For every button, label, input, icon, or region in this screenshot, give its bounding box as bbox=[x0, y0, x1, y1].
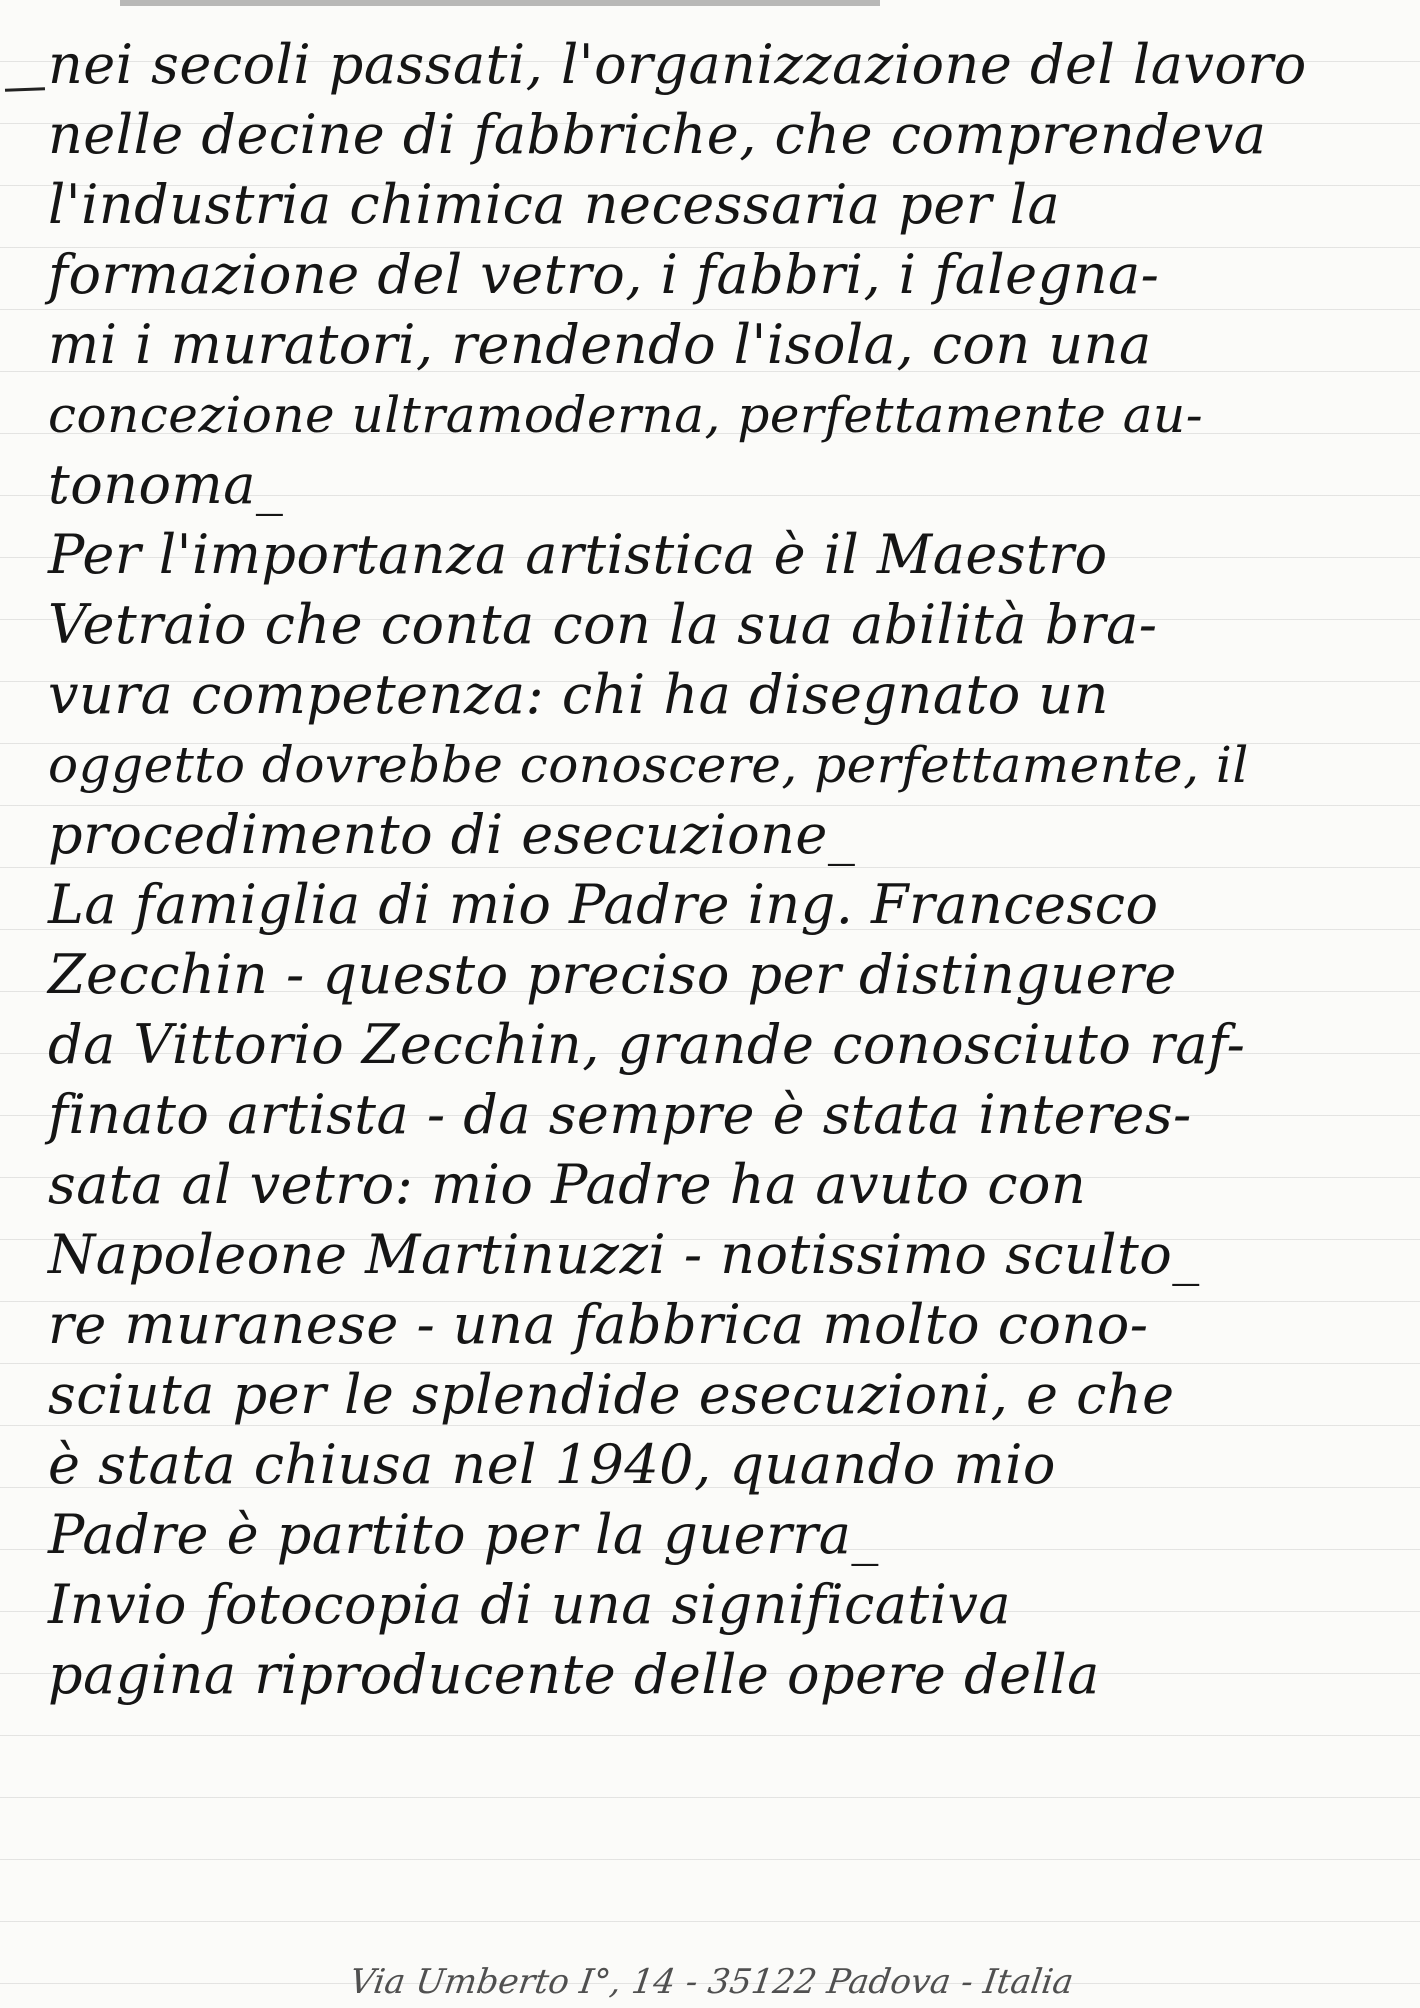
text-line: Invio fotocopia di una significativa bbox=[48, 1573, 1012, 1636]
text-line: La famiglia di mio Padre ing. Francesco bbox=[48, 873, 1159, 936]
text-line: Padre è partito per la guerra_ bbox=[48, 1503, 879, 1566]
text-line: Vetraio che conta con la sua abilità bra- bbox=[48, 593, 1158, 656]
text-line: l'industria chimica necessaria per la bbox=[48, 173, 1061, 236]
text-line: sata al vetro: mio Padre ha avuto con bbox=[48, 1153, 1087, 1216]
text-line: re muranese - una fabbrica molto cono- bbox=[48, 1293, 1149, 1356]
margin-dash-mark bbox=[5, 87, 45, 91]
text-line: sciuta per le splendide esecuzioni, e che bbox=[48, 1363, 1175, 1426]
text-line: nei secoli passati, l'organizzazione del lavoro bbox=[48, 33, 1307, 96]
text-line: procedimento di esecuzione_ bbox=[48, 803, 856, 866]
text-line: nelle decine di fabbriche, che comprendeva bbox=[48, 103, 1267, 166]
text-line: tonoma_ bbox=[48, 453, 284, 516]
text-line: formazione del vetro, i fabbri, i falegna- bbox=[48, 243, 1160, 306]
text-line: è stata chiusa nel 1940, quando mio bbox=[48, 1433, 1056, 1496]
text-line: Napoleone Martinuzzi - notissimo sculto_ bbox=[48, 1223, 1200, 1286]
text-line: Per l'importanza artistica è il Maestro bbox=[48, 523, 1108, 586]
text-line: da Vittorio Zecchin, grande conosciuto raf- bbox=[48, 1013, 1246, 1076]
letterhead-address: Via Umberto I°, 14 - 35122 Padova - Italia bbox=[347, 1962, 1076, 2002]
text-line: oggetto dovrebbe conoscere, perfettamente, il bbox=[48, 736, 1249, 794]
handwritten-text-block bbox=[48, 30, 1398, 1710]
text-line: pagina riproducente delle opere della bbox=[48, 1643, 1100, 1706]
text-line: finato artista - da sempre è stata interes- bbox=[48, 1083, 1192, 1146]
text-line: vura competenza: chi ha disegnato un bbox=[48, 663, 1109, 726]
text-line: mi i muratori, rendendo l'isola, con una bbox=[48, 313, 1152, 376]
text-line: Zecchin - questo preciso per distinguere bbox=[48, 943, 1177, 1006]
scan-edge-artifact bbox=[120, 0, 880, 6]
text-line: concezione ultramoderna, perfettamente au- bbox=[48, 386, 1204, 444]
